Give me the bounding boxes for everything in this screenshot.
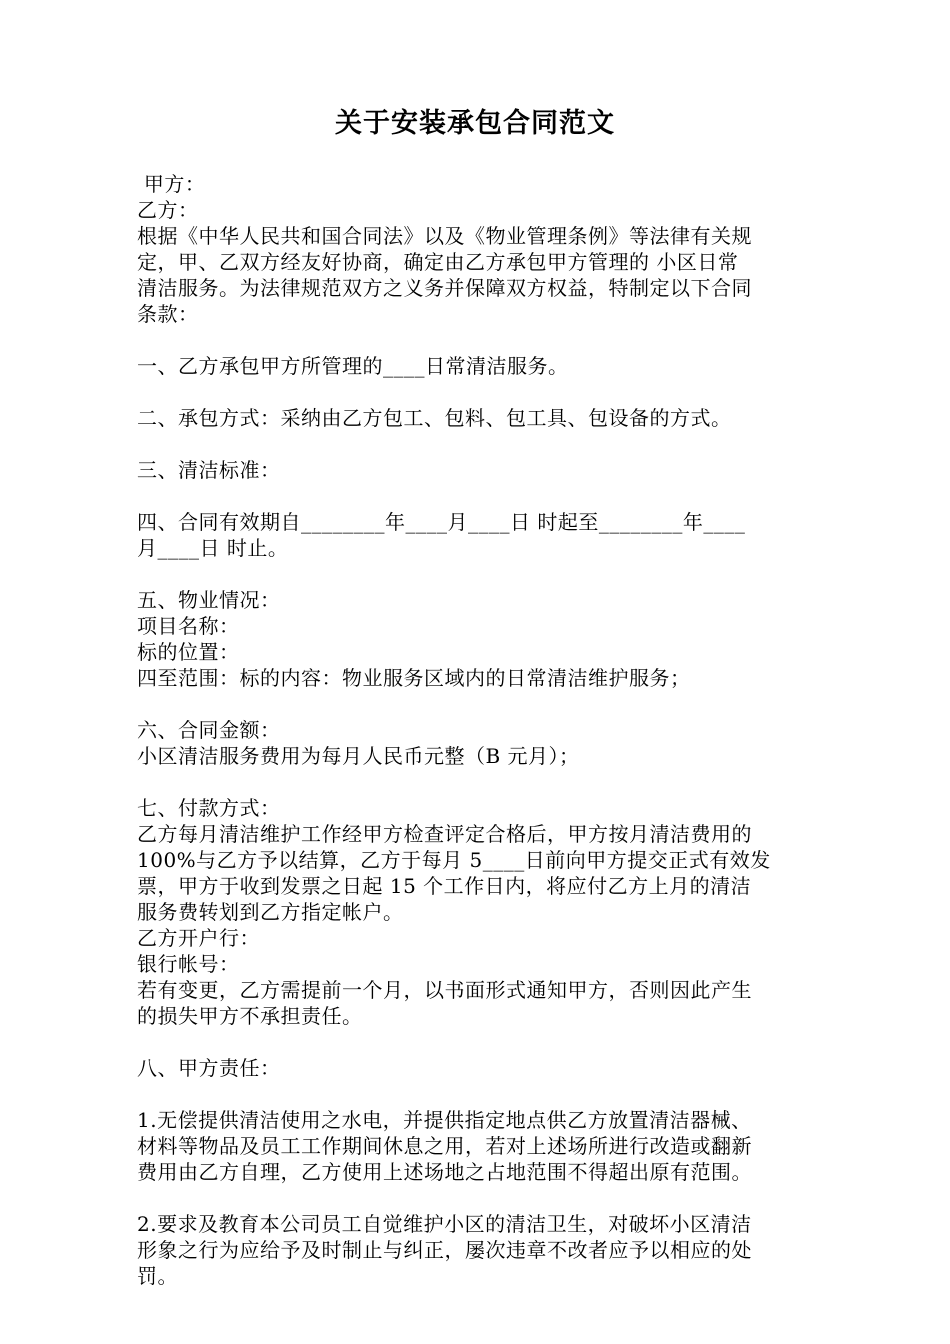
text-line: 小区清洁服务费用为每月人民币元整（B 元月）； — [137, 744, 580, 768]
text-line: 月____日 时止。 — [137, 536, 289, 560]
text-line: 清洁服务。为法律规范双方之义务并保障双方权益，特制定以下合同 — [137, 276, 752, 300]
text-line: 四、合同有效期自________年____月____日 时起至________年____ — [137, 510, 746, 534]
document-title: 关于安装承包合同范文 — [335, 108, 615, 139]
blank-line — [137, 1029, 817, 1055]
text-line: 八、甲方责任： — [137, 1056, 281, 1080]
text-line: 票，甲方于收到发票之日起 15 个工作日内，将应付乙方上月的清洁 — [137, 874, 752, 898]
blank-line — [137, 483, 817, 509]
text-line: 服务费转划到乙方指定帐户。 — [137, 900, 404, 924]
text-line: 100%与乙方予以结算，乙方于每月 5____日前向甲方提交正式有效发 — [137, 848, 771, 872]
text-line: 项目名称： — [137, 614, 240, 638]
text-line: 形象之行为应给予及时制止与纠正，屡次违章不改者应予以相应的处 — [137, 1238, 752, 1262]
text-line: 条款： — [137, 302, 199, 326]
text-line: 罚。 — [137, 1264, 178, 1288]
text-line: 若有变更，乙方需提前一个月，以书面形式通知甲方，否则因此产生 — [137, 978, 752, 1002]
text-line: 1.无偿提供清洁使用之水电，并提供指定地点供乙方放置清洁器械、 — [137, 1108, 752, 1132]
text-line: 乙方： — [137, 198, 199, 222]
text-line: 四至范围：标的内容：物业服务区域内的日常清洁维护服务； — [137, 666, 691, 690]
text-line: 一、乙方承包甲方所管理的____日常清洁服务。 — [137, 354, 569, 378]
blank-line — [137, 327, 817, 353]
text-line: 2.要求及教育本公司员工自觉维护小区的清洁卫生，对破坏小区清洁 — [137, 1212, 752, 1236]
text-line: 七、付款方式： — [137, 796, 281, 820]
blank-line — [137, 379, 817, 405]
blank-line — [137, 1081, 817, 1107]
text-line: 的损失甲方不承担责任。 — [137, 1004, 363, 1028]
blank-line — [137, 769, 817, 795]
document-body — [137, 171, 817, 1289]
blank-line — [137, 691, 817, 717]
text-line: 乙方开户行： — [137, 926, 260, 950]
text-line: 材料等物品及员工工作期间休息之用，若对上述场所进行改造或翻新 — [137, 1134, 752, 1158]
text-line: 五、物业情况： — [137, 588, 281, 612]
blank-line — [137, 431, 817, 457]
blank-line — [137, 561, 817, 587]
text-line: 六、合同金额： — [137, 718, 281, 742]
text-line: 三、清洁标准： — [137, 458, 281, 482]
text-line: 标的位置： — [137, 640, 240, 664]
text-line: 乙方每月清洁维护工作经甲方检查评定合格后，甲方按月清洁费用的 — [137, 822, 752, 846]
text-line: 定，甲、乙双方经友好协商，确定由乙方承包甲方管理的 小区日常 — [137, 250, 739, 274]
text-line: 甲方： — [137, 172, 206, 196]
text-line: 费用由乙方自理，乙方使用上述场地之占地范围不得超出原有范围。 — [137, 1160, 752, 1184]
text-line: 二、承包方式：采纳由乙方包工、包料、包工具、包设备的方式。 — [137, 406, 732, 430]
blank-line — [137, 1185, 817, 1211]
text-line: 银行帐号： — [137, 952, 240, 976]
text-line: 根据《中华人民共和国合同法》以及《物业管理条例》等法律有关规 — [137, 224, 752, 248]
